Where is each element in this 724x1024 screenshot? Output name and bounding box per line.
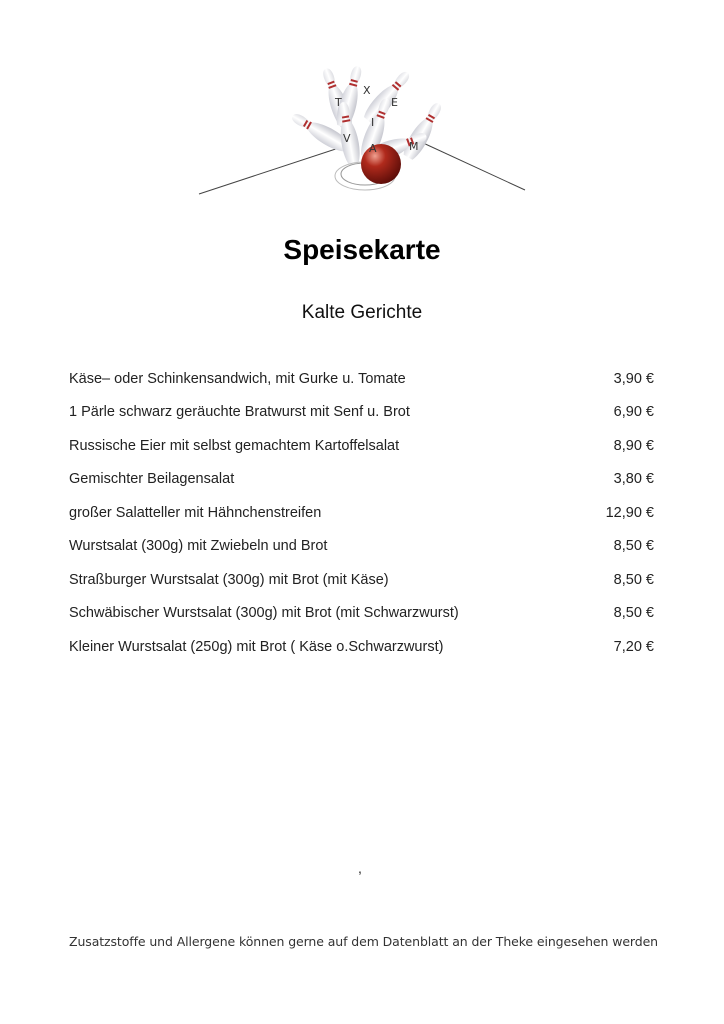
menu-item-price: 8,90 € [613, 437, 654, 454]
menu-item-name: Wurstsalat (300g) mit Zwiebeln und Brot [69, 538, 328, 555]
menu-item-price: 3,90 € [613, 370, 654, 387]
menu-item [69, 463, 654, 497]
lane-line-right [421, 142, 525, 190]
menu-item-name: 1 Pärle schwarz geräuchte Bratwurst mit Senf u. Brot [69, 404, 410, 421]
menu-item [69, 496, 654, 530]
menu-item-price: 7,20 € [613, 638, 654, 655]
page-title: Speisekarte [283, 234, 441, 265]
lane-line-left [199, 142, 357, 194]
logo-letter: T [335, 96, 342, 109]
logo-letter: V [343, 132, 351, 145]
menu-item-price: 8,50 € [613, 538, 654, 555]
logo-letter: M [409, 140, 419, 153]
menu-item [69, 362, 654, 396]
allergen-note: Zusatzstoffe und Allergene können gerne auf dem Datenblatt an der Theke eingesehen werden [69, 934, 658, 949]
logo-letter: I [371, 116, 375, 129]
menu-item-name: Straßburger Wurstsalat (300g) mit Brot (mit Käse) [69, 571, 389, 588]
stray-mark: , [358, 860, 362, 876]
bowling-ball-icon [361, 144, 401, 184]
menu-item [69, 630, 654, 664]
menu-item-name: Kleiner Wurstsalat (250g) mit Brot ( Käse o.Schwarzwurst) [69, 638, 444, 655]
menu-item-name: Schwäbischer Wurstsalat (300g) mit Brot (mit Schwarzwurst) [69, 605, 459, 622]
menu-item-name: Russische Eier mit selbst gemachtem Kartoffelsalat [69, 437, 400, 454]
menu-item [69, 530, 654, 564]
menu-item-price: 6,90 € [613, 404, 654, 421]
menu-item [69, 396, 654, 430]
menu-item-price: 12,90 € [605, 504, 654, 521]
menu-item-price: 3,80 € [613, 471, 654, 488]
logo-letter: X [363, 84, 371, 97]
logo-letter: A [369, 142, 377, 155]
menu-item [69, 597, 654, 631]
menu-item-price: 8,50 € [613, 605, 654, 622]
menu-list [69, 362, 654, 664]
menu-item [69, 429, 654, 463]
menu-item-price: 8,50 € [613, 571, 654, 588]
menu-item [69, 563, 654, 597]
menu-item-name: großer Salatteller mit Hähnchenstreifen [69, 504, 322, 521]
pin-icon [401, 99, 447, 161]
section-title: Kalte Gerichte [301, 302, 423, 323]
menu-item-name: Käse– oder Schinkensandwich, mit Gurke u. Tomate [69, 370, 406, 387]
menu-item-name: Gemischter Beilagensalat [69, 471, 235, 488]
logo-letter: E [391, 96, 398, 109]
bowling-logo [195, 62, 530, 202]
